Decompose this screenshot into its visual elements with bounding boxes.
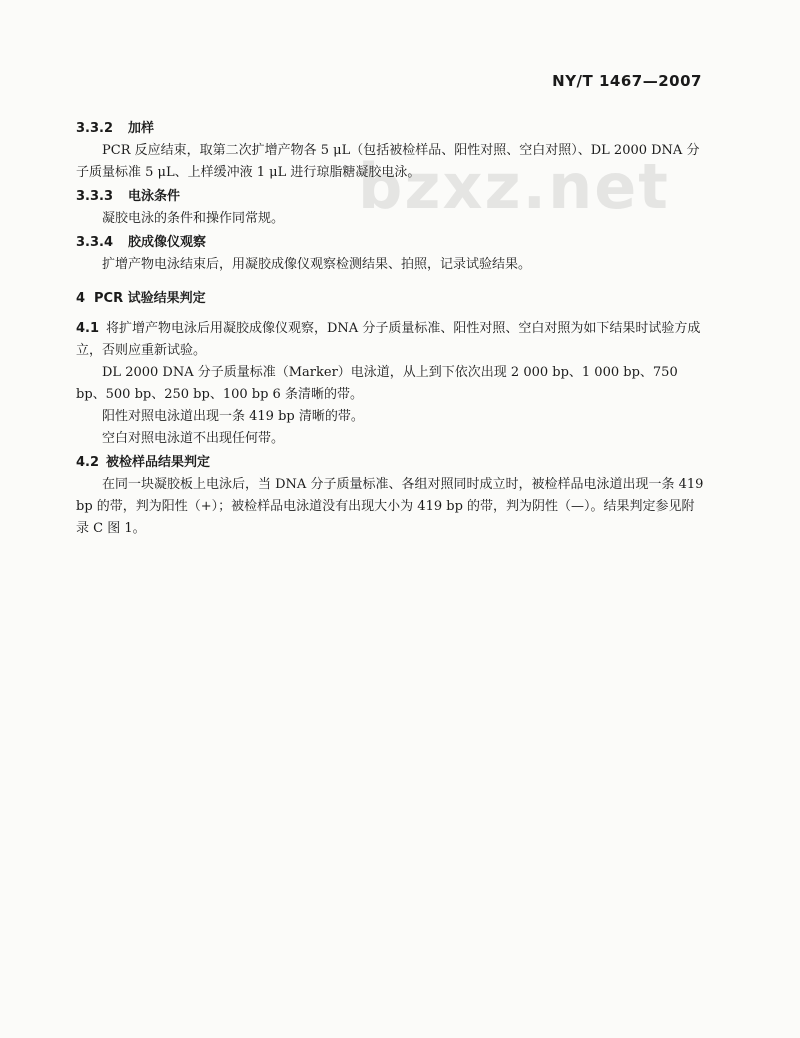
paragraph-4-1 (76, 318, 706, 362)
heading-number: 4 (76, 291, 86, 306)
heading-title: PCR 试验结果判定 (94, 291, 206, 306)
paragraph-imaging: 扩增产物电泳结束后，用凝胶成像仪观察检测结果、拍照，记录试验结果。 (102, 257, 532, 272)
heading-number: 3.3.4 (76, 235, 114, 250)
paragraph-marker-lane: DL 2000 DNA 分子质量标准（Marker）电泳道，从上到下依次出现 2 000 bp、1 000 bp、750 bp、500 bp、250 bp、100 bp 6 条清晰的带。 (76, 365, 678, 402)
standard-code: NY/T 1467—2007 (552, 72, 702, 90)
heading-number: 4.2 (76, 455, 100, 470)
clause-number: 4.1 (76, 321, 100, 336)
heading-3-3-2 (76, 118, 706, 140)
heading-3-3-3 (76, 186, 706, 208)
heading-title: 电泳条件 (128, 189, 181, 204)
heading-title: 加样 (128, 121, 155, 136)
heading-title: 被检样品结果判定 (106, 455, 211, 470)
paragraph-blank-control: 空白对照电泳道不出现任何带。 (102, 431, 285, 446)
paragraph-loading: PCR 反应结束，取第二次扩增产物各 5 μL（包括被检样品、阳性对照、空白对照）、DL 2000 DNA 分子质量标准 5 μL、上样缓冲液 1 μL 进行琼脂糖凝胶电泳。 (76, 143, 700, 180)
heading-4-2 (76, 452, 706, 474)
clause-text: 将扩增产物电泳后用凝胶成像仪观察，DNA 分子质量标准、阳性对照、空白对照为如下结果时试验方成立，否则应重新试验。 (76, 321, 701, 358)
heading-3-3-4 (76, 232, 706, 254)
document-body (76, 116, 706, 540)
paragraph-positive-control: 阳性对照电泳道出现一条 419 bp 清晰的带。 (102, 409, 364, 424)
paragraph-electrophoresis: 凝胶电泳的条件和操作同常规。 (102, 211, 285, 226)
heading-4 (76, 288, 706, 310)
heading-title: 胶成像仪观察 (128, 235, 207, 250)
watermark: bzxz.net (358, 150, 670, 223)
heading-number: 3.3.2 (76, 121, 114, 136)
paragraph-sample-judgement: 在同一块凝胶板上电泳后，当 DNA 分子质量标准、各组对照同时成立时，被检样品电泳道出现一条 419 bp 的带，判为阳性（+）；被检样品电泳道没有出现大小为 419 bp 的带，判为阴性（—）。结果判定参见附录 C 图 1。 (76, 477, 704, 536)
heading-number: 3.3.3 (76, 189, 114, 204)
